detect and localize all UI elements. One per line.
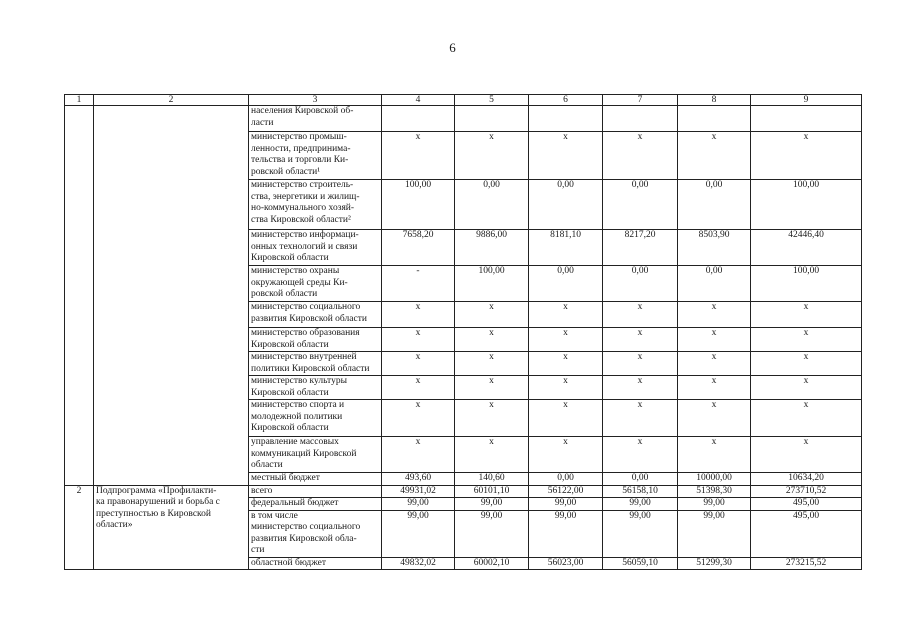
budget-source-cell bbox=[249, 510, 382, 557]
value-cell: 140,60 bbox=[455, 473, 529, 486]
table-row bbox=[65, 106, 862, 132]
value-cell: 49931,02 bbox=[382, 485, 455, 498]
value-cell: x bbox=[455, 132, 529, 180]
value-cell: x bbox=[529, 437, 603, 473]
value-cell: x bbox=[455, 376, 529, 400]
budget-source-cell bbox=[249, 485, 382, 498]
column-header: 3 bbox=[249, 95, 382, 106]
budget-source-label: министерство информаци- онных технологий и связи Кировской области bbox=[251, 230, 359, 263]
value-cell: x bbox=[751, 437, 862, 473]
value-cell: x bbox=[382, 437, 455, 473]
budget-source-cell bbox=[249, 376, 382, 400]
value-cell: 0,00 bbox=[603, 473, 678, 486]
value-cell: 0,00 bbox=[678, 266, 751, 302]
value-cell: 495,00 bbox=[751, 510, 862, 557]
budget-source-label: министерство спорта и молодежной политики Кировской области bbox=[251, 400, 345, 433]
value-cell bbox=[382, 106, 455, 132]
value-cell: x bbox=[382, 352, 455, 376]
column-header: 6 bbox=[529, 95, 603, 106]
value-cell: 99,00 bbox=[529, 498, 603, 511]
value-cell: 99,00 bbox=[455, 510, 529, 557]
page-number: 6 bbox=[449, 40, 456, 55]
value-cell bbox=[678, 106, 751, 132]
value-cell: 0,00 bbox=[603, 266, 678, 302]
value-cell: x bbox=[529, 132, 603, 180]
budget-source-cell bbox=[249, 230, 382, 266]
budget-source-label: федеральный бюджет bbox=[251, 498, 339, 508]
budget-source-cell bbox=[249, 328, 382, 352]
value-cell: x bbox=[603, 376, 678, 400]
budget-source-label: управление массовых коммуникаций Кировской области bbox=[251, 437, 357, 470]
budget-source-label: министерство строитель- ства, энергетики и жилищ- но-коммунального хозяй- ства Кировской области² bbox=[251, 180, 360, 225]
column-header: 2 bbox=[94, 95, 249, 106]
value-cell: x bbox=[382, 400, 455, 437]
budget-source-label: населения Кировской об- ласти bbox=[251, 106, 354, 128]
value-cell: 42446,40 bbox=[751, 230, 862, 266]
budget-source-label: всего bbox=[251, 485, 273, 496]
value-cell: 8181,10 bbox=[529, 230, 603, 266]
value-cell: x bbox=[603, 328, 678, 352]
value-cell: x bbox=[529, 328, 603, 352]
value-cell: x bbox=[455, 437, 529, 473]
table-row bbox=[65, 485, 862, 498]
value-cell: x bbox=[678, 328, 751, 352]
value-cell: x bbox=[529, 352, 603, 376]
value-cell: x bbox=[382, 302, 455, 328]
budget-source-cell bbox=[249, 473, 382, 486]
empty-cell bbox=[65, 106, 94, 486]
value-cell: 56122,00 bbox=[529, 485, 603, 498]
value-cell: 8503,90 bbox=[678, 230, 751, 266]
value-cell: x bbox=[751, 302, 862, 328]
value-cell: x bbox=[603, 132, 678, 180]
subprogram-title: Подпрограмма «Профилакти- ка правонарушений и борьба с преступностью в Кировской области» bbox=[96, 485, 220, 530]
value-cell: 60101,10 bbox=[455, 485, 529, 498]
column-header: 7 bbox=[603, 95, 678, 106]
value-cell bbox=[751, 106, 862, 132]
value-cell: 0,00 bbox=[678, 180, 751, 230]
value-cell: x bbox=[529, 376, 603, 400]
value-cell: 51398,30 bbox=[678, 485, 751, 498]
value-cell: x bbox=[603, 437, 678, 473]
value-cell: 99,00 bbox=[678, 510, 751, 557]
value-cell: x bbox=[751, 400, 862, 437]
value-cell: 99,00 bbox=[455, 498, 529, 511]
budget-source-cell bbox=[249, 132, 382, 180]
value-cell: 10634,20 bbox=[751, 473, 862, 486]
row-index-cell: 2 bbox=[65, 485, 94, 570]
value-cell: 0,00 bbox=[603, 180, 678, 230]
budget-source-label: министерство внутренней политики Кировской области bbox=[251, 352, 370, 374]
budget-source-cell bbox=[249, 498, 382, 511]
value-cell: x bbox=[678, 400, 751, 437]
column-header: 4 bbox=[382, 95, 455, 106]
budget-source-cell bbox=[249, 180, 382, 230]
value-cell: 0,00 bbox=[455, 180, 529, 230]
budget-source-cell bbox=[249, 106, 382, 132]
value-cell: x bbox=[751, 376, 862, 400]
value-cell bbox=[529, 106, 603, 132]
value-cell: 99,00 bbox=[603, 498, 678, 511]
value-cell: 273215,52 bbox=[751, 557, 862, 570]
value-cell: x bbox=[751, 132, 862, 180]
value-cell: 99,00 bbox=[529, 510, 603, 557]
budget-source-label: областной бюджет bbox=[251, 557, 327, 568]
budget-source-label: местный бюджет bbox=[251, 473, 320, 483]
value-cell: 60002,10 bbox=[455, 557, 529, 570]
value-cell: 0,00 bbox=[529, 180, 603, 230]
value-cell: x bbox=[678, 437, 751, 473]
column-number-row bbox=[65, 95, 862, 106]
column-header: 5 bbox=[455, 95, 529, 106]
value-cell: 100,00 bbox=[382, 180, 455, 230]
value-cell: 51299,30 bbox=[678, 557, 751, 570]
subprogram-title-cell bbox=[94, 485, 249, 570]
value-cell: x bbox=[529, 400, 603, 437]
value-cell: 99,00 bbox=[382, 510, 455, 557]
value-cell: 56059,10 bbox=[603, 557, 678, 570]
budget-source-label: министерство образования Кировской области bbox=[251, 328, 360, 350]
budget-source-cell bbox=[249, 352, 382, 376]
value-cell: 100,00 bbox=[751, 180, 862, 230]
value-cell: 8217,20 bbox=[603, 230, 678, 266]
value-cell: x bbox=[678, 302, 751, 328]
value-cell: x bbox=[678, 376, 751, 400]
budget-source-label: министерство социального развития Кировской области bbox=[251, 302, 367, 324]
value-cell: x bbox=[603, 400, 678, 437]
value-cell: x bbox=[455, 302, 529, 328]
value-cell: - bbox=[382, 266, 455, 302]
value-cell: 56023,00 bbox=[529, 557, 603, 570]
value-cell: x bbox=[751, 352, 862, 376]
column-header: 8 bbox=[678, 95, 751, 106]
value-cell: 273710,52 bbox=[751, 485, 862, 498]
value-cell bbox=[455, 106, 529, 132]
value-cell: x bbox=[382, 328, 455, 352]
value-cell: 0,00 bbox=[529, 473, 603, 486]
value-cell: 7658,20 bbox=[382, 230, 455, 266]
value-cell: 100,00 bbox=[455, 266, 529, 302]
table-body bbox=[65, 95, 862, 570]
value-cell bbox=[603, 106, 678, 132]
budget-source-cell bbox=[249, 302, 382, 328]
column-header: 1 bbox=[65, 95, 94, 106]
value-cell: x bbox=[455, 328, 529, 352]
value-cell: 49832,02 bbox=[382, 557, 455, 570]
budget-source-label: министерство культуры Кировской области bbox=[251, 376, 347, 398]
value-cell: 493,60 bbox=[382, 473, 455, 486]
value-cell: 99,00 bbox=[382, 498, 455, 511]
value-cell: 9886,00 bbox=[455, 230, 529, 266]
value-cell: 495,00 bbox=[751, 498, 862, 511]
value-cell: x bbox=[678, 132, 751, 180]
value-cell: x bbox=[455, 352, 529, 376]
budget-source-label: министерство охраны окружающей среды Ки- ровской области bbox=[251, 266, 348, 299]
value-cell: x bbox=[382, 132, 455, 180]
budget-table bbox=[64, 94, 862, 570]
budget-source-label: в том числе министерство социального развития Кировской обла- сти bbox=[251, 510, 361, 555]
value-cell: 56158,10 bbox=[603, 485, 678, 498]
value-cell: x bbox=[678, 352, 751, 376]
value-cell: 10000,00 bbox=[678, 473, 751, 486]
value-cell: x bbox=[382, 376, 455, 400]
budget-source-label: министерство промыш- ленности, предпринима- тельства и торговли Ки- ровской области¹ bbox=[251, 132, 351, 177]
column-header: 9 bbox=[751, 95, 862, 106]
value-cell: 99,00 bbox=[678, 498, 751, 511]
value-cell: x bbox=[603, 352, 678, 376]
value-cell: x bbox=[751, 328, 862, 352]
budget-source-cell bbox=[249, 557, 382, 570]
value-cell: x bbox=[455, 400, 529, 437]
budget-source-cell bbox=[249, 266, 382, 302]
value-cell: 100,00 bbox=[751, 266, 862, 302]
empty-cell bbox=[94, 106, 249, 486]
value-cell: 0,00 bbox=[529, 266, 603, 302]
value-cell: 99,00 bbox=[603, 510, 678, 557]
budget-source-cell bbox=[249, 437, 382, 473]
budget-source-cell bbox=[249, 400, 382, 437]
value-cell: x bbox=[603, 302, 678, 328]
value-cell: x bbox=[529, 302, 603, 328]
